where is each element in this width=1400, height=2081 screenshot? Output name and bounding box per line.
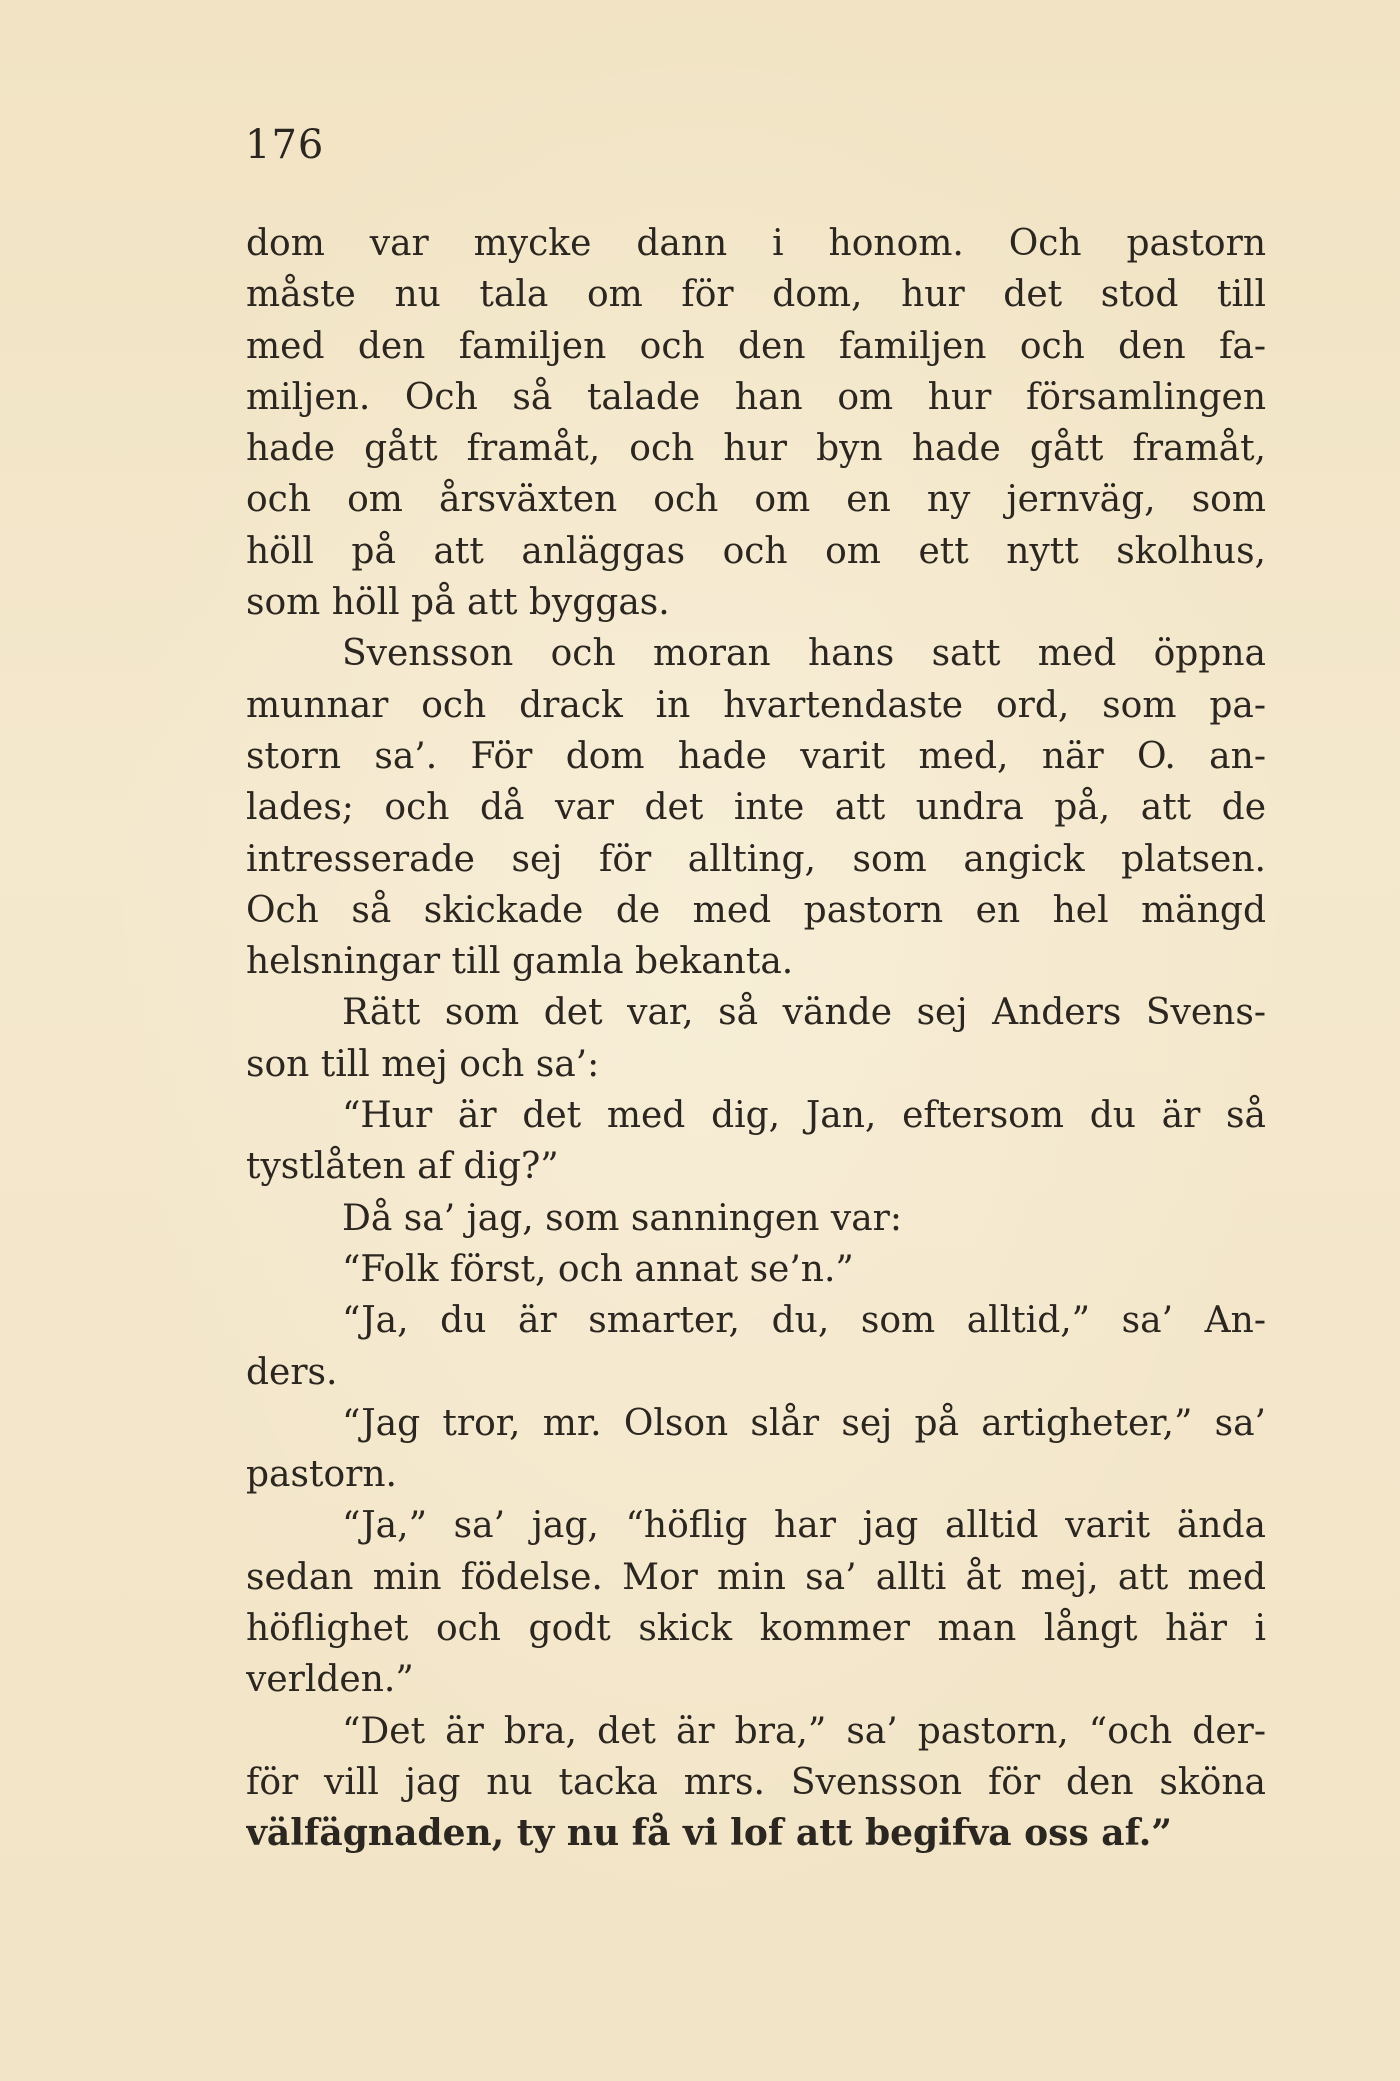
- text-line: “Ja,” sa’ jag, “höflig har jag alltid varit ända: [342, 1505, 1266, 1547]
- text-line: “Ja, du är smarter, du, som alltid,” sa’ An-: [342, 1300, 1266, 1342]
- text-line: höflighet och godt skick kommer man långt här i: [246, 1608, 1266, 1650]
- text-line: med den familjen och den familjen och den fa-: [246, 325, 1266, 367]
- text-line: dom var mycke dann i honom. Och pastorn: [246, 223, 1266, 264]
- text-line: Rätt som det var, så vände sej Anders Svens-: [342, 992, 1266, 1034]
- text-line: munnar och drack in hvartendaste ord, som pa-: [246, 684, 1266, 726]
- text-line: storn sa’. För dom hade varit med, när O. an-: [246, 735, 1266, 777]
- text-line: helsningar till gamla bekanta.: [246, 941, 794, 983]
- text-line: som höll på att byggas.: [246, 582, 670, 624]
- text-line: tystlåten af dig?”: [246, 1146, 559, 1188]
- text-line: Då sa’ jag, som sanningen var:: [342, 1197, 903, 1239]
- text-line: Och så skickade de med pastorn en hel mängd: [246, 889, 1266, 931]
- text-line: måste nu tala om för dom, hur det stod till: [246, 274, 1266, 316]
- text-line: pastorn.: [246, 1454, 397, 1496]
- text-line: miljen. Och så talade han om hur församlingen: [246, 376, 1266, 418]
- text-line: son till mej och sa’:: [246, 1043, 600, 1085]
- text-line: höll på att anläggas och om ett nytt skolhus,: [246, 530, 1266, 572]
- text-line: lades; och då var det inte att undra på, att de: [246, 787, 1266, 829]
- text-line: och om årsväxten och om en ny jernväg, som: [246, 479, 1266, 521]
- text-line: välfägnaden, ty nu få vi lof att begifva oss af.”: [246, 1812, 1173, 1855]
- text-line: “Folk först, och annat se’n.”: [342, 1248, 854, 1290]
- text-line: hade gått framåt, och hur byn hade gått framåt,: [246, 428, 1266, 470]
- text-line: verlden.”: [246, 1659, 414, 1701]
- text-line: sedan min födelse. Mor min sa’ allti åt mej, att med: [246, 1556, 1266, 1598]
- page-number: 176: [245, 122, 325, 168]
- body-text: [246, 218, 1266, 1860]
- text-line: ders.: [246, 1351, 338, 1393]
- text-line: “Jag tror, mr. Olson slår sej på artigheter,” sa’: [342, 1402, 1266, 1444]
- text-line: intresserade sej för allting, som angick platsen.: [246, 838, 1266, 880]
- text-line: för vill jag nu tacka mrs. Svensson för den sköna: [246, 1761, 1266, 1803]
- text-line: “Hur är det med dig, Jan, eftersom du är så: [342, 1095, 1266, 1137]
- text-line: “Det är bra, det är bra,” sa’ pastorn, “och der-: [342, 1710, 1266, 1752]
- text-line: Svensson och moran hans satt med öppna: [342, 633, 1266, 675]
